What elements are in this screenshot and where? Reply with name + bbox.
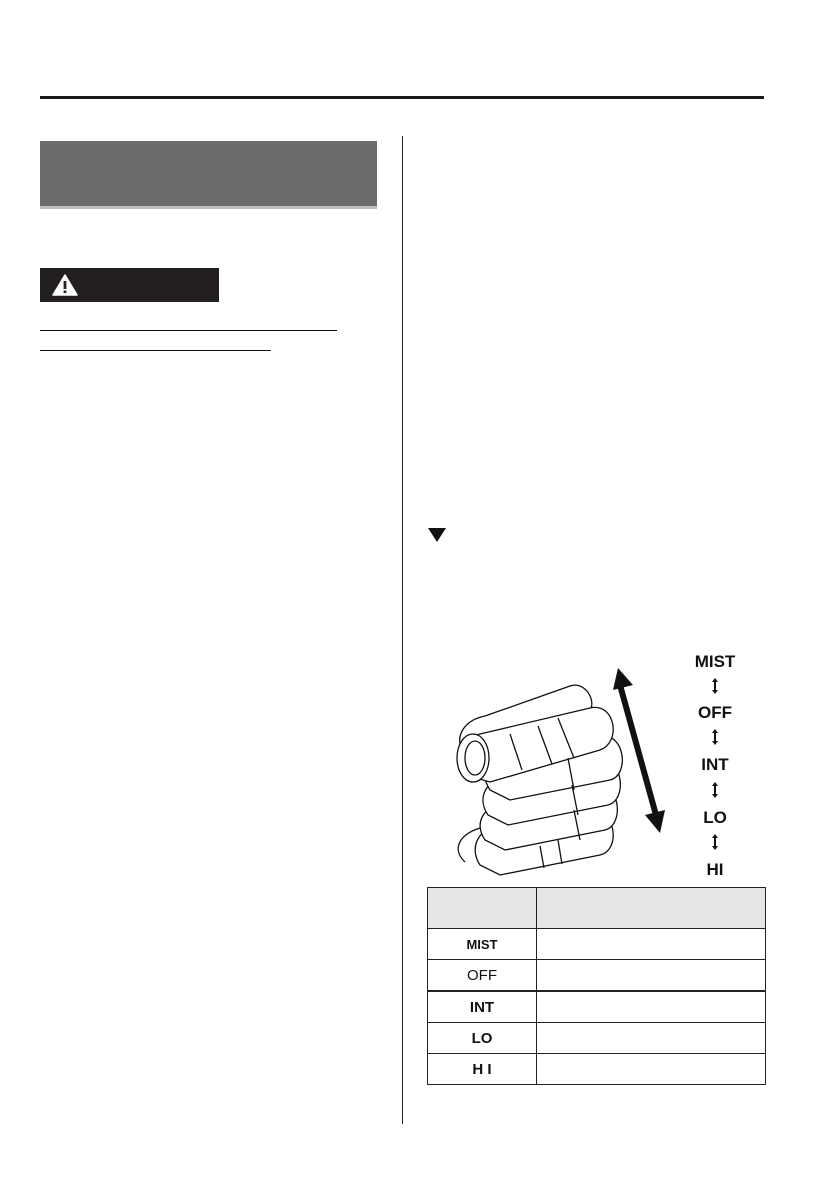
up-down-arrow-icon <box>710 729 720 745</box>
table-row <box>428 960 766 992</box>
position-label-int: INT <box>701 755 729 774</box>
table-cell-position: MIST <box>428 929 537 960</box>
table-cell-operation <box>537 929 766 960</box>
position-label-hi: HI <box>706 860 724 879</box>
table-cell-operation <box>537 1054 766 1085</box>
warning-triangle-icon <box>52 273 78 297</box>
wiper-lever-icon <box>457 685 622 875</box>
section-header <box>40 141 377 209</box>
table-cell-position: H I <box>428 1054 537 1085</box>
table-cell-operation <box>537 1023 766 1054</box>
position-label-mist: MIST <box>694 652 736 671</box>
table-row <box>428 929 766 960</box>
table-cell-operation <box>537 991 766 1023</box>
table-header-row <box>428 888 766 929</box>
switch-position-table <box>427 887 766 1085</box>
table-row <box>428 1023 766 1054</box>
up-down-arrow-icon <box>710 678 720 694</box>
up-down-arrow-icon <box>710 834 720 850</box>
up-down-arrow-icon <box>710 782 720 798</box>
table-cell-position: LO <box>428 1023 537 1054</box>
table-cell-operation <box>537 960 766 992</box>
table-cell-position: INT <box>428 991 537 1023</box>
table-header-position <box>428 888 537 929</box>
column-divider <box>402 136 403 1124</box>
warning-heading-underline <box>40 350 271 351</box>
warning-heading-underline <box>40 330 337 331</box>
table-cell-position: OFF <box>428 960 537 992</box>
table-header-operation <box>537 888 766 929</box>
table-row <box>428 1054 766 1085</box>
position-label-lo: LO <box>703 808 727 827</box>
down-triangle-bullet-icon <box>428 528 446 542</box>
warning-badge <box>40 268 219 302</box>
position-label-off: OFF <box>698 703 732 722</box>
header-rule <box>40 96 764 99</box>
table-row <box>428 991 766 1023</box>
